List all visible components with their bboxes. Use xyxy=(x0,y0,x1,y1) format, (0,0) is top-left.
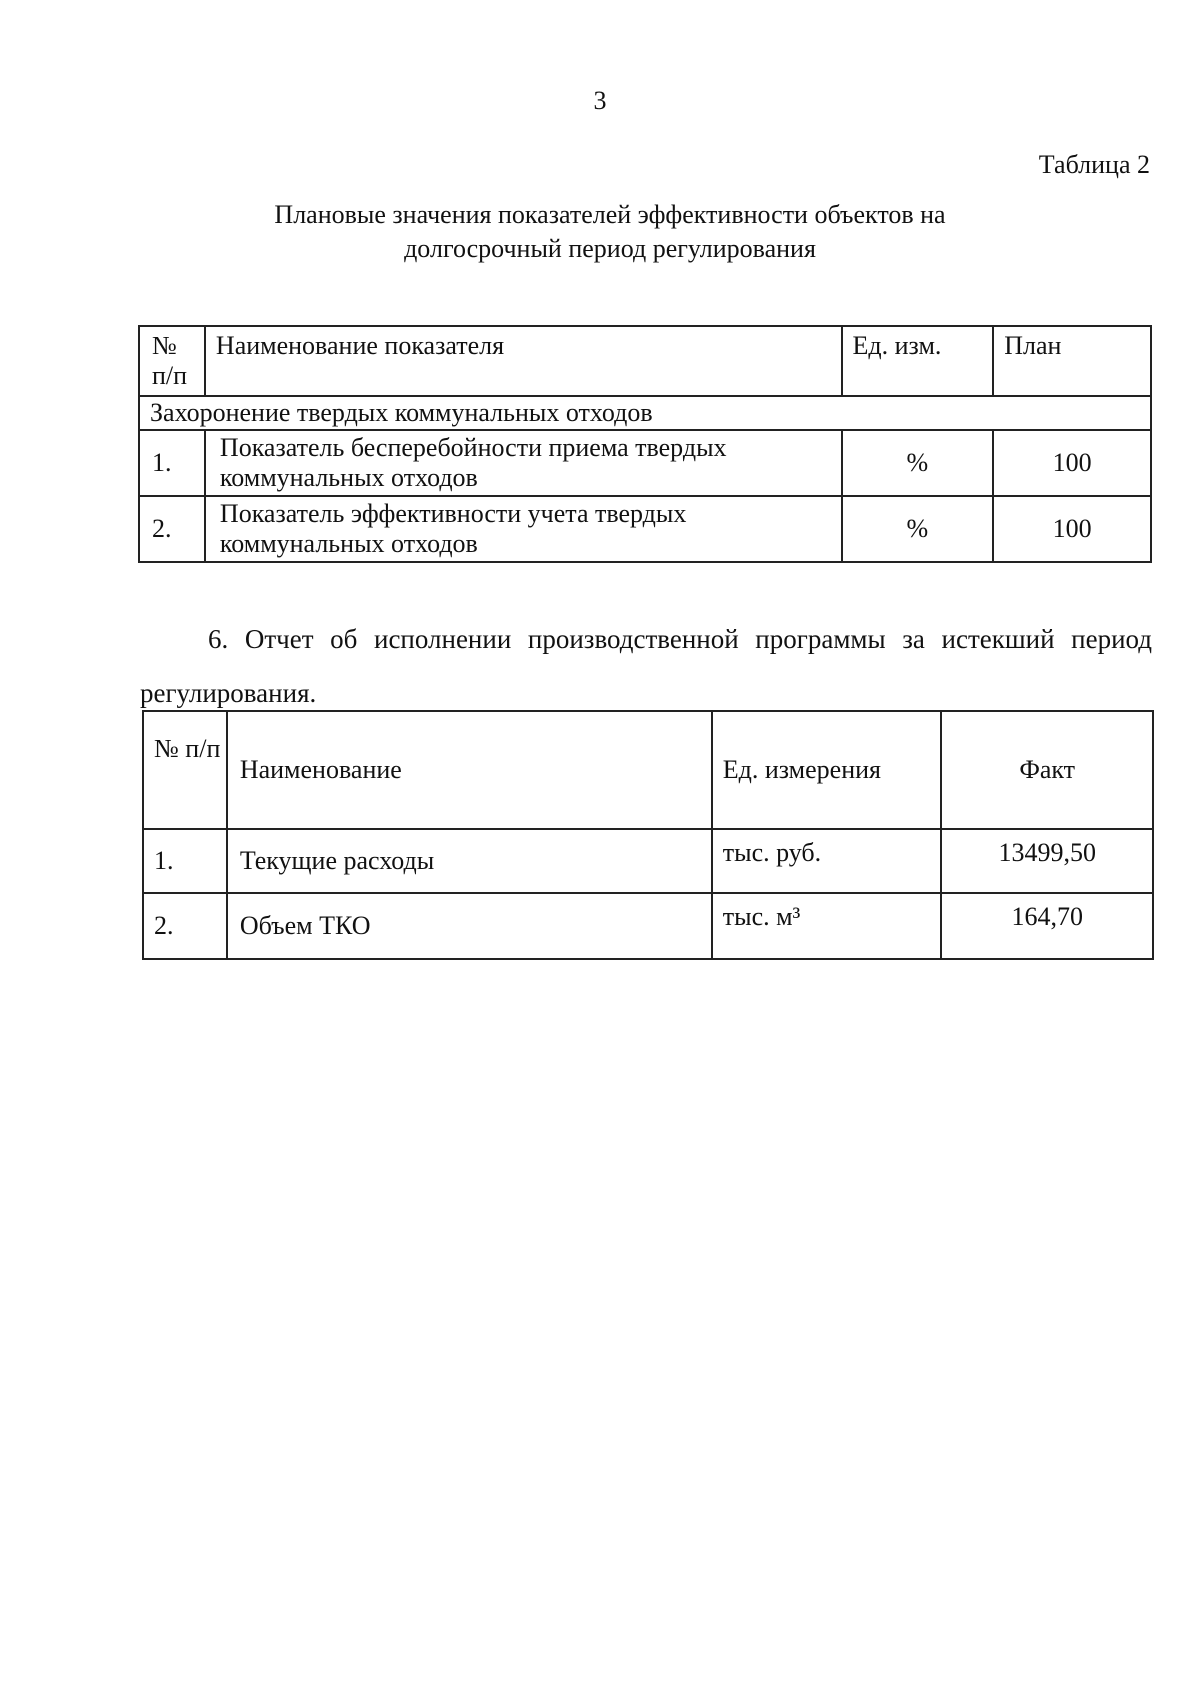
title-line-1: Плановые значения показателей эффективности объектов на xyxy=(274,200,946,229)
row-plan-value: 100 xyxy=(993,496,1151,562)
header-number: № п/п xyxy=(143,711,227,829)
row-unit: тыс. руб. xyxy=(712,829,942,893)
row-unit: % xyxy=(842,430,994,496)
row-name: Текущие расходы xyxy=(227,829,712,893)
plan-indicators-table xyxy=(138,325,1152,563)
header-unit: Ед. измерения xyxy=(712,711,942,829)
table-section-row xyxy=(139,396,1151,430)
report-paragraph: 6. Отчет об исполнении производственной программы за истекший период регулирования. xyxy=(140,624,1152,708)
header-plan: План xyxy=(993,326,1151,396)
header-unit: Ед. изм. xyxy=(842,326,994,396)
table-row xyxy=(139,496,1151,562)
row-name: Объем ТКО xyxy=(227,893,712,959)
header-number: № п/п xyxy=(139,326,205,396)
row-number: 1. xyxy=(139,430,205,496)
row-indicator-name: Показатель эффективности учета твердых коммунальных отходов xyxy=(205,496,842,562)
row-number: 1. xyxy=(143,829,227,893)
table-row xyxy=(143,829,1153,893)
report-table xyxy=(142,710,1154,960)
row-number: 2. xyxy=(139,496,205,562)
header-indicator-name: Наименование показателя xyxy=(205,326,842,396)
title-line-2: долгосрочный период регулирования xyxy=(404,234,816,263)
header-fact: Факт xyxy=(941,711,1153,829)
table-row xyxy=(139,430,1151,496)
header-name: Наименование xyxy=(227,711,712,829)
row-unit: тыс. м³ xyxy=(712,893,942,959)
table-header-row xyxy=(139,326,1151,396)
row-indicator-name: Показатель бесперебойности приема твердых коммунальных отходов xyxy=(205,430,842,496)
row-fact-value: 13499,50 xyxy=(941,829,1153,893)
row-unit: % xyxy=(842,496,994,562)
table-header-row xyxy=(143,711,1153,829)
table-row xyxy=(143,893,1153,959)
document-title xyxy=(200,198,1020,266)
row-plan-value: 100 xyxy=(993,430,1151,496)
section-title: Захоронение твердых коммунальных отходов xyxy=(139,396,1151,430)
page-number: 3 xyxy=(593,86,607,115)
row-fact-value: 164,70 xyxy=(941,893,1153,959)
table-caption: Таблица 2 xyxy=(1038,150,1150,179)
row-number: 2. xyxy=(143,893,227,959)
